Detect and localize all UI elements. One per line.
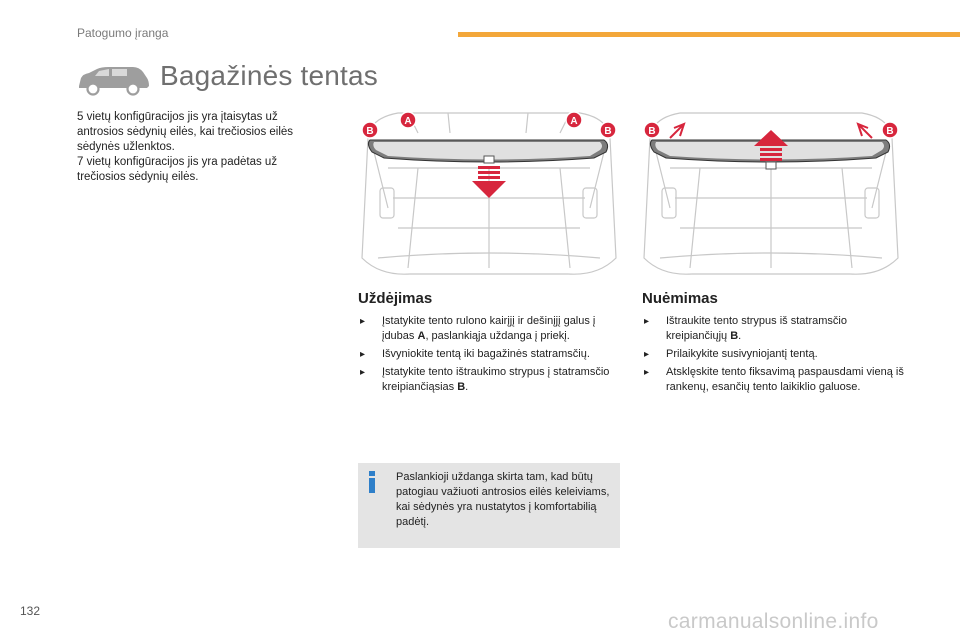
remove-step: ▸ Ištraukite tento strypus iš statramsčio kreipiančiųjų B. xyxy=(644,315,847,342)
intro-line: antrosios sėdynių eilės, kai trečiosios eilės xyxy=(77,126,294,138)
trunk-illustration-remove xyxy=(640,108,902,278)
remove-step: ▸ Atsklęskite tento fiksavimą paspausdami vieną iš rankenų, esančių tento laikiklio galuose. xyxy=(644,366,904,393)
label-b-left xyxy=(644,122,660,138)
remove-step: ▸ Prilaikykite susivyniojantį tentą. xyxy=(644,348,818,360)
bullet-icon: ▸ xyxy=(644,367,650,378)
intro-line: 5 vietų konfigūracijos jis yra įtaisytas už xyxy=(77,111,278,123)
remove-heading: Nuėmimas xyxy=(642,290,718,307)
page-title: Bagažinės tentas xyxy=(160,60,379,91)
watermark: carmanualsonline.info xyxy=(668,610,879,633)
svg-text:B: B xyxy=(366,126,374,137)
bullet-icon: ▸ xyxy=(644,316,650,327)
install-step: ▸ Įstatykite tento ištraukimo strypus į statramsčio kreipiančiąsias B. xyxy=(360,366,610,393)
bullet-icon: ▸ xyxy=(360,316,366,327)
bullet-icon: ▸ xyxy=(644,349,650,360)
header-accent-bar xyxy=(458,32,960,37)
svg-text:B: B xyxy=(648,126,656,137)
install-step: ▸ Išvyniokite tentą iki bagažinės statramsčių. xyxy=(360,348,590,360)
trunk-illustration-install xyxy=(358,108,620,278)
page-number: 132 xyxy=(20,604,41,618)
intro-line: 7 vietų konfigūracijos jis yra padėtas už xyxy=(77,156,278,168)
intro-line: trečiosios sėdynių eilės. xyxy=(77,171,199,183)
car-icon xyxy=(75,64,151,96)
label-b-left xyxy=(362,122,378,138)
install-step: ▸ Įstatykite tento rulono kairįjį ir dešinįjį galus į įdubas A, paslankiąja uždanga į priekį. xyxy=(360,315,596,342)
label-a-right xyxy=(566,112,582,128)
intro-line: sėdynės užlenktos. xyxy=(77,141,175,153)
svg-text:A: A xyxy=(570,116,578,127)
label-b-right xyxy=(600,122,616,138)
install-steps xyxy=(358,314,620,398)
label-a-left xyxy=(400,112,416,128)
section-title: Patogumo įranga xyxy=(77,26,169,40)
install-heading: Uždėjimas xyxy=(358,290,433,307)
svg-text:A: A xyxy=(404,116,412,127)
svg-text:B: B xyxy=(604,126,612,137)
info-icon xyxy=(365,470,379,494)
label-b-right xyxy=(882,122,898,138)
bullet-icon: ▸ xyxy=(360,349,366,360)
svg-text:B: B xyxy=(886,126,894,137)
info-text: Paslankioji uždanga skirta tam, kad būtų patogiau važiuoti antrosios eilės keleiviams, kai sėdynės yra nustatytos į komfortabilią padėtį. xyxy=(396,471,610,528)
remove-steps xyxy=(642,314,904,398)
bullet-icon: ▸ xyxy=(360,367,366,378)
